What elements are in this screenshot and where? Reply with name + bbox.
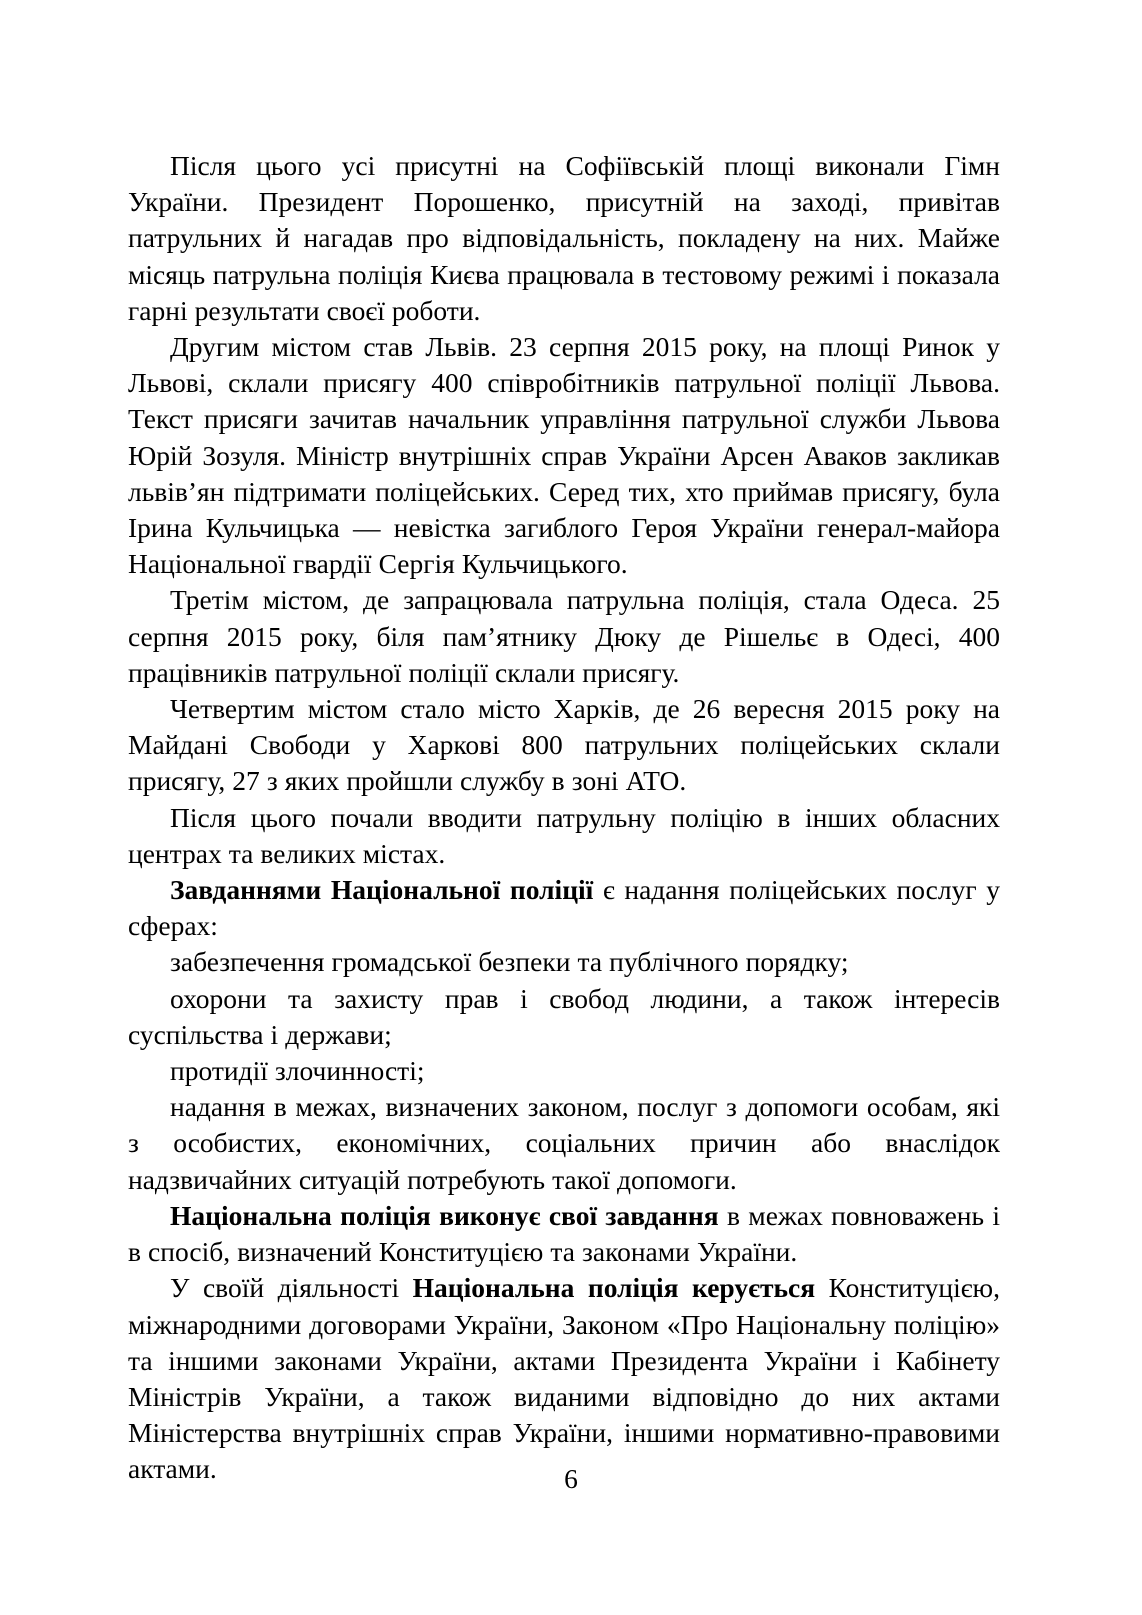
- paragraph: [128, 329, 1000, 582]
- body-text: Конституцією, міжнародними договорами України, Законом «Про Національну поліцію» та іншими законами України, актами Президента України і Кабінету Міністрів України, а також виданими відповідно до них актами Міністерства внутрішніх справ України, іншими нормативно-правовими актами.: [128, 1272, 1000, 1485]
- list-item: [128, 981, 1000, 1053]
- emphasis-text: Національна поліція керується: [412, 1272, 816, 1304]
- paragraph: [128, 582, 1000, 691]
- paragraph: [128, 148, 1000, 329]
- body-text: надання в межах, визначених законом, послуг з допомоги особам, які з особистих, економічних, соціальних причин або внаслідок надзвичайних ситуацій потребують такої допомоги.: [128, 1091, 1000, 1195]
- list-item: [128, 944, 1000, 980]
- body-text: охорони та захисту прав і свобод людини, а також інтересів суспільства і держави;: [128, 982, 1000, 1050]
- body-text: протидії злочинності;: [170, 1055, 425, 1087]
- paragraph: [128, 1270, 1000, 1487]
- body-text: У своїй діяльності: [170, 1272, 413, 1304]
- body-text: Після цього усі присутні на Софіївській площі виконали Гімн України. Президент Порошенко, присутній на заході, привітав патрульних й нагадав про відповідальність, покладену на них. Майже місяць патрульна поліція Києва працювала в тестовому режимі і показала гарні результати своєї роботи.: [128, 150, 1000, 326]
- paragraph: [128, 1198, 1000, 1270]
- body-text: є надання поліцейських послуг у сферах:: [128, 874, 1000, 942]
- emphasis-text: Національна поліція виконує свої завдання: [170, 1199, 719, 1231]
- paragraph: [128, 800, 1000, 872]
- body-text: Четвертим містом стало місто Харків, де 26 вересня 2015 року на Майдані Свободи у Харкові 800 патрульних поліцейських склали присягу, 27 з яких пройшли службу в зоні АТО.: [128, 693, 1000, 797]
- body-text: в межах повноважень і в спосіб, визначений Конституцією та законами України.: [128, 1199, 1001, 1268]
- emphasis-text: Завданнями Національної поліції: [170, 874, 594, 906]
- body-text: забезпечення громадської безпеки та публічного порядку;: [170, 946, 849, 978]
- list-item: [128, 1089, 1000, 1198]
- body-text-column: [128, 148, 1000, 1488]
- list-item: [128, 1053, 1000, 1089]
- body-text: Третім містом, де запрацювала патрульна поліція, стала Одеса. 25 серпня 2015 року, біля пам’ятнику Дюку де Рішельє в Одесі, 400 працівників патрульної поліції склали присягу.: [128, 584, 1000, 688]
- body-text: Другим містом став Львів. 23 серпня 2015 року, на площі Ринок у Львові, склали присягу 400 співробітників патрульної поліції Львова. Текст присяги зачитав начальник управління патрульної служби Львова Юрій Зозуля. Міністр внутрішніх справ України Арсен Аваков закликав львів’ян підтримати поліцейських. Серед тих, хто приймав присягу, була Ірина Кульчицька — невістка загиблого Героя України генерал-майора Національної гвардії Сергія Кульчицького.: [128, 331, 1000, 580]
- body-text: Після цього почали вводити патрульну поліцію в інших обласних центрах та великих містах.: [128, 801, 1000, 869]
- paragraph: [128, 872, 1000, 944]
- page-number: 6: [564, 1463, 578, 1494]
- paragraph: [128, 691, 1000, 800]
